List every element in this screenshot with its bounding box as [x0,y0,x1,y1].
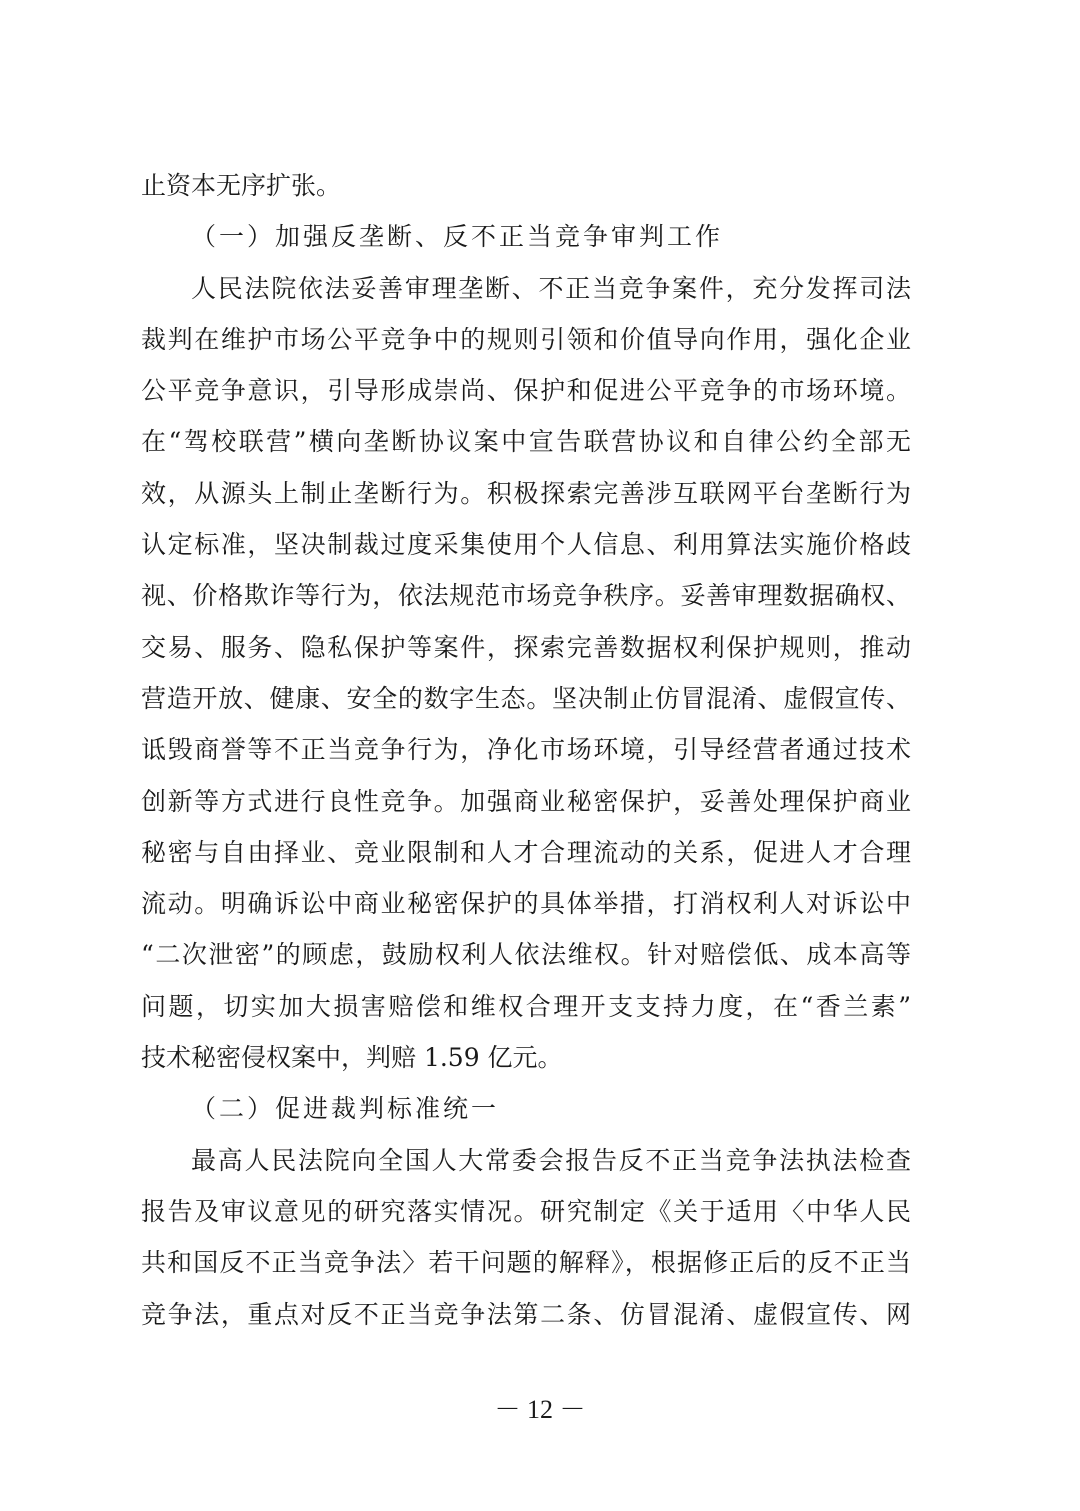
text-line: 报告及审议意见的研究落实情况。研究制定《关于适用〈中华人民 [141,1196,911,1226]
text-line: 人民法院依法妥善审理垄断、不正当竞争案件，充分发挥司法 [191,273,911,303]
text-line: 视、价格欺诈等行为，依法规范市场竞争秩序。妥善审理数据确权、 [141,581,911,611]
text-line: 在“驾校联营”横向垄断协议案中宣告联营协议和自律公约全部无 [141,427,911,457]
text-line: 技术秘密侵权案中，判赔 1.59 亿元。 [141,1043,563,1073]
text-line: 交易、服务、隐私保护等案件，探索完善数据权利保护规则，推动 [141,632,911,662]
text-line: 共和国反不正当竞争法〉若干问题的解释》，根据修正后的反不正当 [141,1248,911,1278]
text-line: “二次泄密”的顾虑，鼓励权利人依法维权。针对赔偿低、成本高等 [141,940,911,970]
section-heading: （一）加强反垄断、反不正当竞争审判工作 [191,222,724,252]
text-line: 诋毁商誉等不正当竞争行为，净化市场环境，引导经营者通过技术 [141,735,911,765]
text-line: 最高人民法院向全国人大常委会报告反不正当竞争法执法检查 [191,1145,911,1175]
body-text [141,160,911,1340]
section-heading: （二）促进裁判标准统一 [191,1094,500,1124]
text-line: 竞争法，重点对反不正当竞争法第二条、仿冒混淆、虚假宣传、网 [141,1299,911,1329]
text-line: 公平竞争意识，引导形成崇尚、保护和促进公平竞争的市场环境。 [141,376,911,406]
text-line: 秘密与自由择业、竞业限制和人才合理流动的关系，促进人才合理 [141,837,911,867]
text-line: 创新等方式进行良性竞争。加强商业秘密保护，妥善处理保护商业 [141,786,911,816]
text-line: 认定标准，坚决制裁过度采集使用个人信息、利用算法实施价格歧 [141,530,911,560]
text-line: 效，从源头上制止垄断行为。积极探索完善涉互联网平台垄断行为 [141,478,911,508]
page-number: － 12 － [494,1395,586,1424]
text-line: 营造开放、健康、安全的数字生态。坚决制止仿冒混淆、虚假宣传、 [141,683,911,713]
text-line: 止资本无序扩张。 [141,171,342,200]
text-line: 问题，切实加大损害赔偿和维权合理开支支持力度，在“香兰素” [141,991,911,1021]
text-line: 流动。明确诉讼中商业秘密保护的具体举措，打消权利人对诉讼中 [141,889,911,919]
text-line: 裁判在维护市场公平竞争中的规则引领和价值导向作用，强化企业 [141,324,911,354]
